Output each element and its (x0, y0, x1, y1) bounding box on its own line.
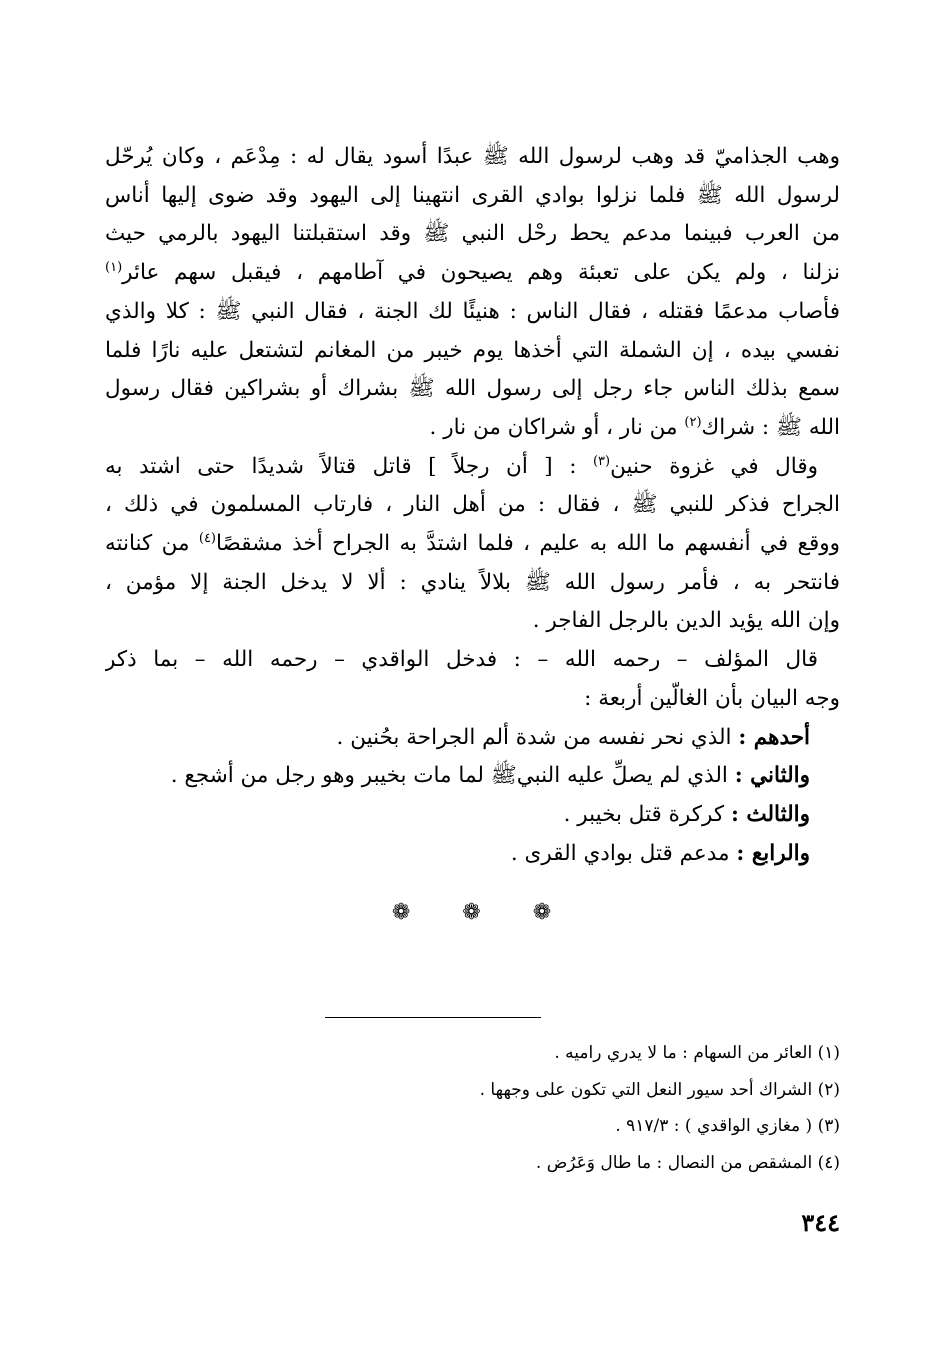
text-line: نفسي بيده ، إن الشملة التي أخذها يوم خيبر من المغانم لتشتعل عليه نارًا فلما (105, 337, 840, 363)
text-line: الجراح فذكر للنبي ﷺ ، فقال : من أهل النار ، فارتاب المسلمون في ذلك ، (105, 492, 840, 518)
text-line: قال المؤلف – رحمه الله – : فدخل الواقدي – رحمه الله – بما ذكر (105, 647, 818, 673)
footnotes (240, 1035, 840, 1181)
text-line: سمع بذلك الناس جاء رجل إلى رسول الله ﷺ بشراك أو بشراكين فقال رسول (105, 376, 840, 402)
text-line: ووقع في أنفسهم ما الله به عليم ، فلما اشتدَّ به الجراح أخذ مشقصًا$^{(٤)}$ من كنانته (105, 530, 840, 557)
footnote-marker: (٤) (198, 530, 216, 546)
text-line: الله ﷺ : شراك$^{(٢)}$ من نار ، أو شراكان من نار . (429, 414, 840, 440)
footnote: (٢) الشراك أحد سيور النعل التي تكون على وجهها . (479, 1079, 840, 1100)
enumeration-item: أحدهم : الذي نحر نفسه من شدة ألم الجراحة بحُنين . (336, 724, 810, 750)
footnote: (١) العائر من السهام : ما لا يدري راميه . (554, 1043, 840, 1063)
footnote-marker: (٣) (592, 453, 611, 469)
enumeration-label: والثاني : (734, 763, 810, 789)
footnote-marker: (٢) (684, 414, 702, 430)
footnote: (٣) ( مغازي الواقدي ) : ٩١٧/٣ . (615, 1116, 840, 1136)
text-line: فأصاب مدعمًا فقتله ، فقال الناس : هنيئًا لك الجنة ، فقال النبي ﷺ : كلا والذي (105, 298, 840, 324)
text-line: نزلنا ، ولم يكن على تعبئة وهم يصيحون في آطامهم ، فيقبل سهم عائر$^{(١)}$ (105, 259, 840, 286)
footnote-marker: (١) (105, 259, 123, 275)
text-line: لرسول الله ﷺ فلما نزلوا بوادي القرى انتهينا إلى اليهود وقد ضوى إليها أناس (105, 182, 840, 208)
text-line: وقال في غزوة حنين$^{(٣)}$ : [ أن رجلاً ] قاتل قتالاً شديدًا حتى اشتد به (105, 453, 819, 479)
text-line: فانتحر به ، فأمر رسول الله ﷺ بلالاً ينادي : ألا لا يدخل الجنة إلا مؤمن ، (105, 569, 840, 595)
enumeration-label: أحدهم : (738, 724, 810, 750)
flower-ornament-icon: ❁ (391, 900, 411, 925)
enumeration-item: والرابع : مدعم قتل بوادي القرى . (510, 840, 810, 866)
page-number: ٣٤٤ (801, 1208, 840, 1237)
text-line: وإن الله يؤيد الدين بالرجل الفاجر . (532, 608, 840, 634)
section-ornaments (0, 900, 943, 925)
footnote-divider (325, 1017, 541, 1018)
enumeration-label: والرابع : (736, 840, 810, 866)
enumeration-label: والثالث : (730, 801, 810, 827)
flower-ornament-icon: ❁ (462, 900, 481, 925)
text-line: من العرب فبينما مدعم يحط رحْل النبي ﷺ وقد استقبلتنا اليهود بالرمي حيث (105, 221, 840, 247)
enumeration-item: والثالث : كركرة قتل بخيبر . (563, 801, 810, 827)
text-line: وهب الجذاميّ قد وهب لرسول الله ﷺ عبدًا أسود يقال له : مِدْعَم ، وكان يُرحّل (105, 144, 840, 169)
text-line: وجه البيان بأن الغالّين أربعة : (584, 685, 840, 711)
body-text (105, 138, 840, 873)
flower-ornament-icon: ❁ (532, 900, 552, 925)
footnote: (٤) المشقص من النصال : ما طال وَعَرُض . (535, 1152, 840, 1173)
enumeration-item: والثاني : الذي لم يصلِّ عليه النبيﷺ لما مات بخيبر وهو رجل من أشجع . (170, 763, 810, 789)
